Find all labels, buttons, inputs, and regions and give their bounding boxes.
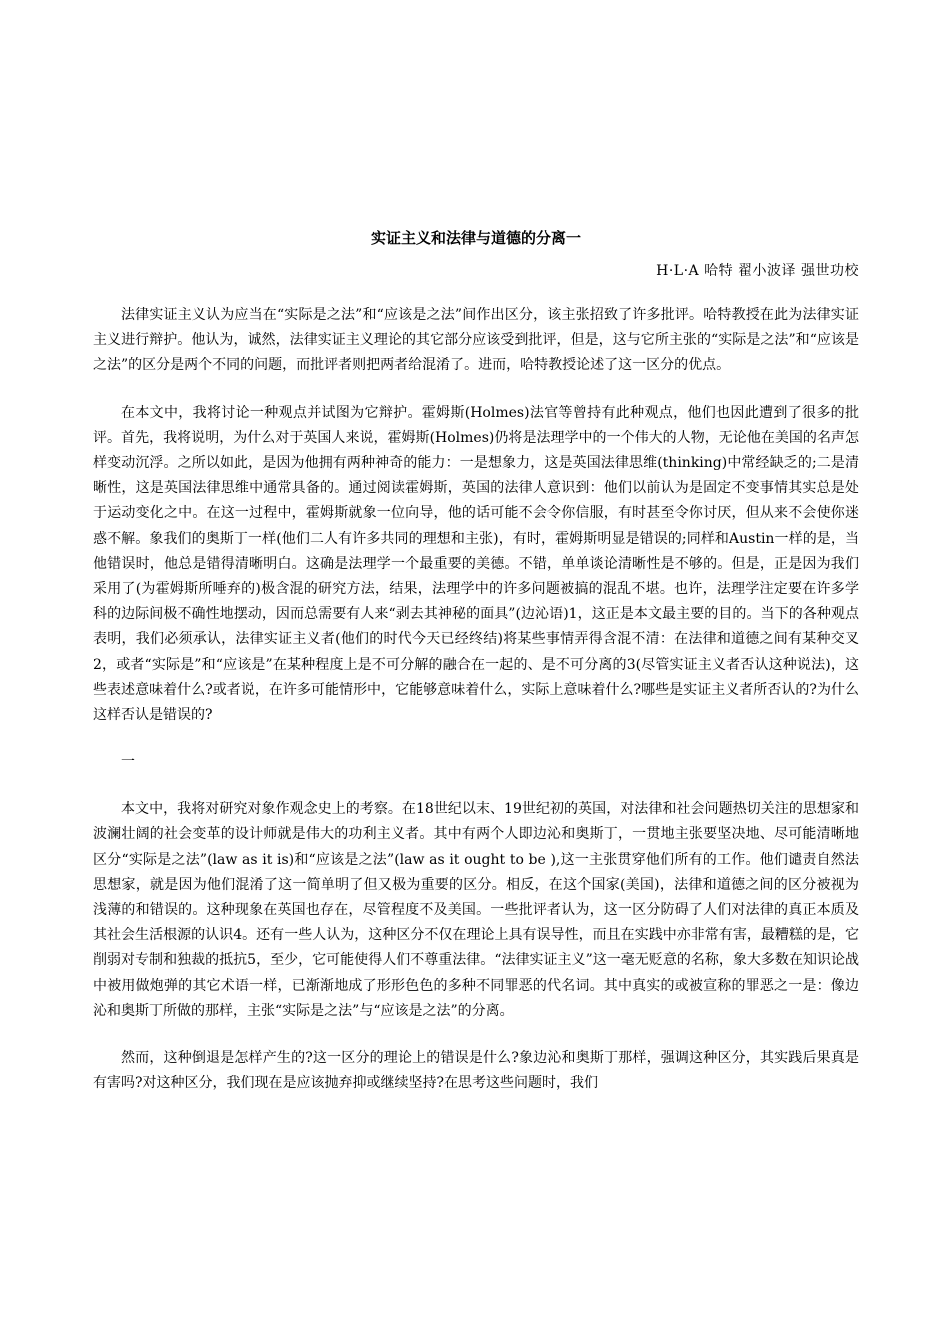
document-title: 实证主义和法律与道德的分离一 — [370, 229, 581, 247]
body-paragraph-3: 然而，这种倒退是怎样产生的?这一区分的理论上的错误是什么?象边沁和奥斯丁那样，强调这种区分，其实践后果真是有害吗?对这种区分，我们现在是应该抛弃抑或继续坚持?在思考这些问题时，我们 — [93, 1050, 859, 1092]
abstract-paragraph: 法律实证主义认为应当在“实际是之法”和“应该是之法”间作出区分，该主张招致了许多批评。哈特教授在此为法律实证主义进行辩护。他认为，诚然，法律实证主义理论的其它部分应该受到批评，但是，这与它所主张的“实际是之法”和“应该是之法”的区分是两个不同的问题，而批评者则把两者给混淆了。进而，哈特教授论述了这一区分的优点。 — [93, 307, 859, 374]
section-heading: 一 — [121, 754, 135, 771]
body-paragraph-1: 在本文中，我将讨论一种观点并试图为它辩护。霍姆斯(Holmes)法官等曾持有此种观点，他们也因此遭到了很多的批评。首先，我将说明，为什么对于英国人来说，霍姆斯(Holmes)仍将是法理学中的一个伟大的人物，无论他在美国的名声怎样变动沉浮。之所以如此，是因为他拥有两种神奇的能力：一是想象力，这是英国法律思维(thinking)中常经缺乏的;二是清晰性，这是英国法律思维中通常具备的。通过阅读霍姆斯，英国的法律人意识到：他们以前认为是固定不变事情其实总是处于运动变化之中。在这一过程中，霍姆斯就象一位向导，他的话可能不会令你信服，有时甚至令你讨厌，但从来不会使你迷惑不解。象我们的奥斯丁一样(他们二人有许多共同的理想和主张)，有时，霍姆斯明显是错误的;同样和Austin一样的是，当他错误时，他总是错得清晰明白。这确是法理学一个最重要的美德。不错，单单谈论清晰性是不够的。但是，正是因为我们采用了(为霍姆斯所唾弃的)极含混的研究方法，结果，法理学中的许多问题被搞的混乱不堪。也许，法理学注定要在许多学科的边际间极不确性地摆动，因而总需要有人来“剥去其神秘的面具”(边沁语)1，这正是本文最主要的目的。当下的各种观点表明，我们必须承认，法律实证主义者(他们的时代今天已经终结)将某些事情弄得含混不清：在法律和道德之间有某种交叉2，或者“实际是”和“应该是”在某种程度上是不可分解的融合在一起的、是不可分离的3(尽管实证主义者否认这种说法)，这些表述意味着什么?或者说，在许多可能情形中，它能够意味着什么，实际上意味着什么?哪些是实证主义者所否认的?为什么这样否认是错误的? — [93, 404, 859, 724]
document-page — [93, 224, 859, 1096]
author-byline: H·L·A 哈特 翟小波译 强世功校 — [656, 263, 859, 279]
body-paragraph-2: 本文中，我将对研究对象作观念史上的考察。在18世纪以末、19世纪初的英国，对法律和社会问题热切关注的思想家和波澜壮阔的社会变革的设计师就是伟大的功利主义者。其中有两个人即边沁和奥斯丁，一贯地主张要坚决地、尽可能清晰地区分“实际是之法”(law as it is)和“应该是之法”(law as it ought to be ),这一主张贯穿他们所有的工作。他们谴责自然法思想家，就是因为他们混淆了这一简单明了但又极为重要的区分。相反，在这个国家(美国)，法律和道德之间的区分被视为浅薄的和错误的。这种现象在英国也存在，尽管程度不及美国。一些批评者认为，这一区分防碍了人们对法律的真正本质及其社会生活根源的认识4。还有一些人认为，这种区分不仅在理论上具有误导性，而且在实践中亦非常有害，最糟糕的是，它削弱对专制和独裁的抵抗5，至少，它可能使得人们不尊重法律。“法律实证主义”这一毫无贬意的名称，象大多数在知识论战中被用做炮弹的其它术语一样，已渐渐地成了形形色色的多种不同罪恶的代名词。其中真实的或被宣称的罪恶之一是：像边沁和奥斯丁所做的那样，主张“实际是之法”与“应该是之法”的分离。 — [93, 801, 859, 1019]
